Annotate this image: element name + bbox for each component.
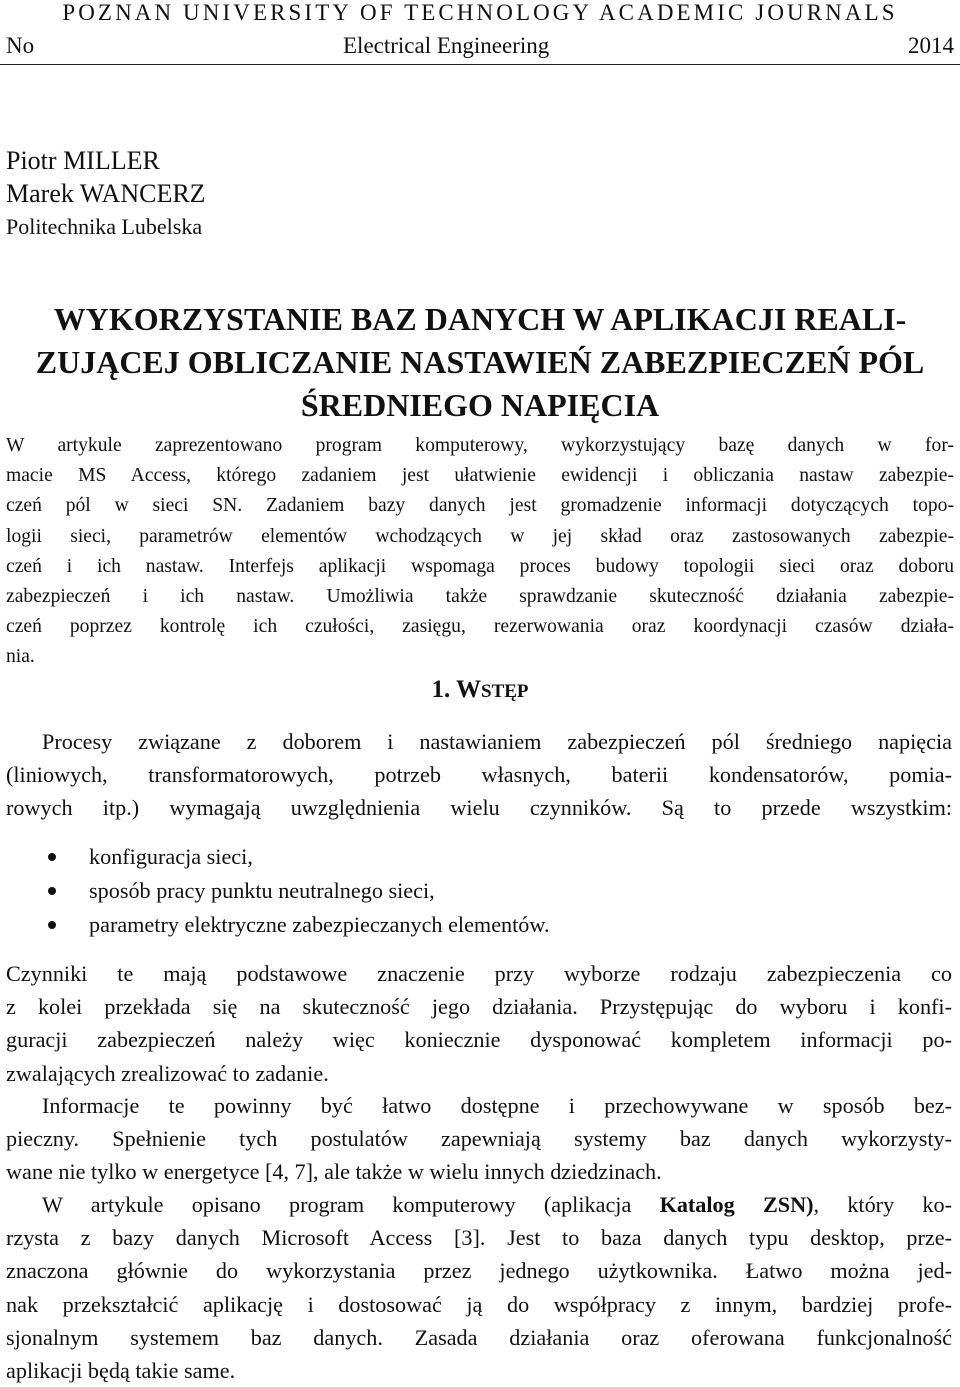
text-line: pieczny. Spełnienie tych postulatów zapewniają systemy baz danych wykorzysty- xyxy=(6,1126,952,1152)
title-line: ZUJĄCEJ OBLICZANIE NASTAWIEŃ ZABEZPIECZEŃ PÓL xyxy=(35,344,925,380)
list-item: parametry elektryczne zabezpieczanych elementów. xyxy=(0,908,960,942)
paragraph xyxy=(6,1089,952,1189)
text-line: (liniowych, transformatorowych, potrzeb własnych, baterii kondensatorów, pomia- xyxy=(6,762,952,788)
paper-title xyxy=(6,298,954,427)
paragraph xyxy=(6,957,952,1090)
title-line: WYKORZYSTANIE BAZ DANYCH W APLIKACJI REALI- xyxy=(53,301,907,337)
section-number: 1. xyxy=(431,676,451,703)
text-line: Procesy związane z doborem i nastawianiem zabezpieczeń pól średniego napięcia xyxy=(42,729,952,754)
text-line: aplikacji będą takie same. xyxy=(6,1358,236,1384)
bullet-icon xyxy=(48,887,56,895)
list-item: konfiguracja sieci, xyxy=(0,840,960,874)
affiliation: Politechnika Lubelska xyxy=(6,214,203,239)
abstract-line: logii sieci, parametrów elementów wchodzących w jej skład oraz zastosowanych zabezpie- xyxy=(6,525,954,547)
section-title-initial: W xyxy=(456,676,482,703)
title-line: ŚREDNIEGO NAPIĘCIA xyxy=(300,387,660,423)
abstract-line: czeń i ich nastaw. Interfejs aplikacji wspomaga proces budowy topologii sieci oraz doboru xyxy=(6,555,954,577)
section-title-rest: STĘP xyxy=(481,681,529,702)
paragraph xyxy=(6,1188,952,1387)
text-line: znaczona głównie do wykorzystania przez jednego użytkownika. Łatwo można jed- xyxy=(6,1258,952,1284)
journal-name: POZNAN UNIVERSITY OF TECHNOLOGY ACADEMIC JOURNALS xyxy=(62,0,898,25)
text-line: rowych itp.) wymagają uwzględnienia wielu czynników. Są to przede wszystkim: xyxy=(6,795,952,821)
list-item: sposób pracy punktu neutralnego sieci, xyxy=(0,874,960,908)
author-name: Marek WANCERZ xyxy=(6,179,206,208)
text-line: Czynniki te mają podstawowe znaczenie przy wyborze rodzaju zabezpieczenia co xyxy=(6,961,952,986)
intro-paragraph xyxy=(6,725,952,825)
text-line: sjonalnym systemem baz danych. Zasada działania oraz oferowana funkcjonalność xyxy=(6,1324,952,1350)
year: 2014 xyxy=(908,33,954,58)
factor-list xyxy=(0,840,960,942)
abstract-line: W artykule zaprezentowano program komputerowy, wykorzystujący bazę danych w for- xyxy=(6,435,954,456)
text-line: zwalających zrealizować to zadanie. xyxy=(6,1060,329,1086)
bullet-icon xyxy=(48,921,56,929)
text-line: rzysta z bazy danych Microsoft Access [3]. Jest to baza danych typu desktop, prze- xyxy=(6,1225,952,1251)
author-name: Piotr MILLER xyxy=(6,146,160,175)
header-rule xyxy=(0,64,960,65)
running-header xyxy=(0,29,960,63)
text-line: Informacje te powinny być łatwo dostępne i przechowywane w sposób bez- xyxy=(42,1093,952,1118)
section-heading xyxy=(0,676,960,704)
issue-number: No xyxy=(6,33,35,58)
text-line: nak przekształcić aplikację i dostosować ją do współpracy z innym, bardziej profe- xyxy=(6,1291,952,1317)
text-line: W artykule opisano program komputerowy (aplikacja Katalog ZSN), który ko- xyxy=(42,1192,952,1217)
abstract-line: czeń poprzez kontrolę ich czułości, zasięgu, rezerwowania oraz koordynacji czasów działa- xyxy=(6,616,954,638)
discipline: Electrical Engineering xyxy=(343,33,550,58)
authors-block xyxy=(6,144,960,243)
text-line: z kolei przekłada się na skuteczność jego działania. Przystępując do wyboru i konfi- xyxy=(6,994,952,1020)
app-name: Katalog ZSN) xyxy=(659,1192,814,1217)
abstract-line: nia. xyxy=(6,646,35,668)
abstract xyxy=(6,431,954,673)
abstract-line: zabezpieczeń i ich nastaw. Umożliwia także sprawdzanie skuteczność działania zabezpie- xyxy=(6,586,954,608)
abstract-line: czeń pól w sieci SN. Zadaniem bazy danych jest gromadzenie informacji dotyczących topo- xyxy=(6,495,954,517)
abstract-line: macie MS Access, którego zadaniem jest ułatwienie ewidencji i obliczania nastaw zabezpie- xyxy=(6,465,954,487)
text-line: wane nie tylko w energetyce [4, 7], ale także w wielu innych dziedzinach. xyxy=(6,1159,662,1185)
text-line: guracji zabezpieczeń należy więc koniecznie dysponować kompletem informacji po- xyxy=(6,1027,952,1053)
bullet-icon xyxy=(48,853,56,861)
